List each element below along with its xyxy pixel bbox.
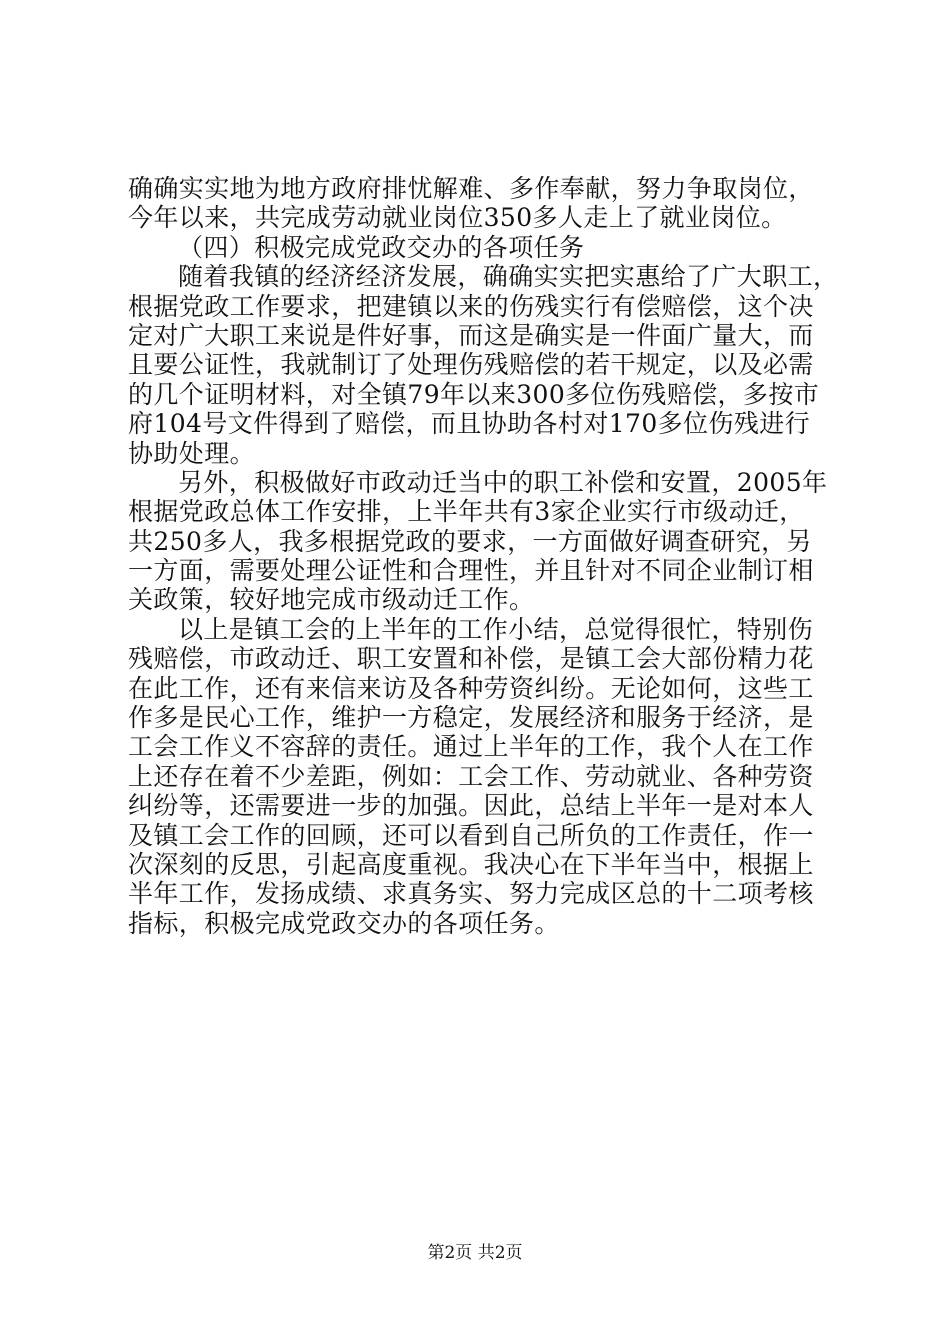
text-line: 根据党政总体工作安排，上半年共有3家企业实行市级动迁，: [128, 497, 805, 527]
text-line: 半年工作，发扬成绩、求真务实、努力完成区总的十二项考核: [128, 879, 814, 909]
text-line: 随着我镇的经济经济发展，确确实实把实惠给了广大职工，: [178, 262, 839, 292]
text-line: 协助处理。: [128, 438, 256, 468]
section-heading: （四）积极完成党政交办的各项任务: [178, 232, 585, 262]
text-line: 今年以来，共完成劳动就业岗位350多人走上了就业岗位。: [128, 203, 787, 233]
text-line: 次深刻的反思，引起高度重视。我决心在下半年当中，根据上: [128, 849, 814, 879]
text-line: 残赔偿，市政动迁、职工安置和补偿，是镇工会大部份精力花: [128, 644, 814, 674]
text-line: 一方面，需要处理公证性和合理性，并且针对不同企业制订相: [128, 556, 814, 586]
text-line: 府104号文件得到了赔偿，而且协助各村对170多位伤残进行: [128, 409, 811, 439]
text-line: 作多是民心工作，维护一方稳定，发展经济和服务于经济，是: [128, 703, 814, 733]
text-line: 且要公证性，我就制订了处理伤残赔偿的若干规定，以及必需: [128, 350, 814, 380]
page-footer: 第2页 共2页: [427, 1243, 523, 1263]
text-line: 另外，积极做好市政动迁当中的职工补偿和安置，2005年: [178, 467, 828, 497]
text-line: 确确实实地为地方政府排忧解难、多作奉献，努力争取岗位，: [128, 174, 814, 203]
text-line: 工会工作义不容辞的责任。通过上半年的工作，我个人在工作: [128, 732, 814, 762]
text-line: 上还存在着不少差距，例如：工会工作、劳动就业、各种劳资: [128, 761, 814, 791]
text-line: 及镇工会工作的回顾，还可以看到自己所负的工作责任，作一: [128, 820, 814, 850]
text-line: 以上是镇工会的上半年的工作小结，总觉得很忙，特别伤: [178, 614, 814, 644]
text-line: 的几个证明材料，对全镇79年以来300多位伤残赔偿，多按市: [128, 379, 820, 409]
document-body: [128, 174, 844, 938]
text-line: 根据党政工作要求，把建镇以来的伤残实行有偿赔偿，这个决: [128, 291, 814, 321]
text-line: 指标，积极完成党政交办的各项任务。: [128, 908, 560, 938]
text-line: 在此工作，还有来信来访及各种劳资纠纷。无论如何，这些工: [128, 673, 814, 703]
text-line: 纠纷等，还需要进一步的加强。因此，总结上半年一是对本人: [128, 791, 814, 821]
text-line: 关政策，较好地完成市级动迁工作。: [128, 585, 535, 615]
text-line: 共250多人，我多根据党政的要求，一方面做好调查研究，另: [128, 526, 812, 556]
text-line: 定对广大职工来说是件好事，而这是确实是一件面广量大，而: [128, 320, 814, 350]
